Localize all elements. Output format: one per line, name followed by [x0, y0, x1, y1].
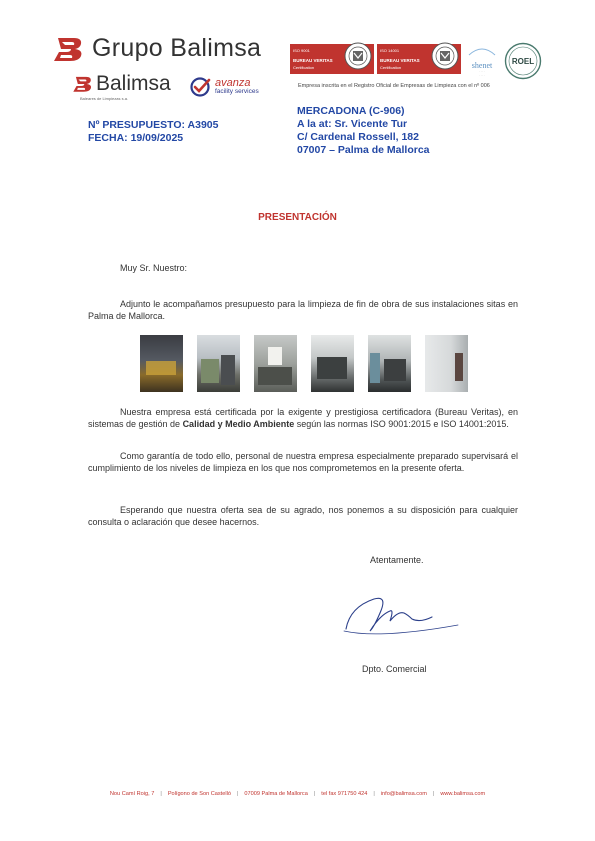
shenet-arc-icon [467, 46, 497, 56]
recipient-address [297, 105, 430, 157]
bureau-veritas-seal-icon [344, 42, 372, 70]
registry-text: Empresa inscrita en el Registro Oficial de Empresas de Limpieza con el nº 006 [298, 83, 490, 89]
iso-14001-badge [377, 44, 461, 74]
cert-line2: BUREAU VERITAS [380, 58, 420, 63]
site-photo [197, 335, 240, 392]
cert-text-before: Nuestra empresa está certificada por la exigente y prestigiosa certificadora (Bureau Veritas), en sistemas de gestión de [88, 407, 518, 429]
bureau-veritas-seal-icon [431, 42, 459, 70]
partner-tagline: facility services [215, 88, 259, 96]
partner-name: avanza [215, 77, 251, 90]
cert-line1: ISO 9001 [293, 48, 310, 53]
footer-email[interactable]: info@balimsa.com [380, 791, 427, 797]
footer-area: Polígono de Son Castelló [167, 791, 231, 797]
cert-text-bold: Calidad y Medio Ambiente [182, 418, 295, 429]
budget-info [88, 119, 218, 145]
letter-title: PRESENTACIÓN [258, 212, 337, 223]
avanza-logo [190, 77, 259, 97]
footer-phone: tel fax 971750 424 [321, 791, 368, 797]
shenet-name: shenet [471, 61, 493, 70]
shenet-fineprint: · · · · · · · · [478, 69, 486, 77]
footer-website[interactable]: www.balimsa.com [440, 791, 486, 797]
site-photo [368, 335, 411, 392]
budget-number: Nº PRESUPUESTO: A3905 [88, 119, 219, 131]
sub-brand-tagline: Baleares de Limpiezas s.a. [80, 96, 129, 101]
cert-line3: Certification [293, 65, 315, 70]
grupo-balimsa-logo [52, 34, 261, 63]
cert-line2: BUREAU VERITAS [293, 58, 333, 63]
balimsa-logo [72, 72, 171, 96]
paragraph-closing: Esperando que nuestra oferta sea de su agrado, nos ponemos a su disposición para cualquier consulta o aclaración que desee hacernos. [88, 505, 518, 527]
roel-logo [504, 42, 542, 80]
balimsa-b-icon [52, 35, 86, 63]
cert-line1: ISO 14001 [380, 48, 400, 53]
site-photo [311, 335, 354, 392]
recipient-attention: A la at: Sr. Vicente Tur [297, 118, 408, 130]
footer-city: 07009 Palma de Mallorca [244, 791, 308, 797]
site-photo [425, 335, 468, 392]
roel-text: ROEL [511, 57, 535, 66]
department-signature: Dpto. Comercial [362, 664, 427, 674]
greeting: Muy Sr. Nuestro: [120, 263, 188, 273]
brand-name: Grupo Balimsa [92, 34, 262, 62]
paragraph-certification [88, 407, 518, 430]
recipient-street: C/ Cardenal Rossell, 182 [297, 131, 419, 143]
cert-text-after: según las normas ISO 9001:2015 e ISO 14001:2015. [294, 418, 509, 429]
handwritten-signature [340, 585, 460, 645]
recipient-city: 07007 – Palma de Mallorca [297, 144, 430, 156]
recipient-company: MERCADONA (C-906) [297, 105, 405, 117]
balimsa-b-small-icon [72, 74, 94, 94]
paragraph-guarantee: Como garantía de todo ello, personal de nuestra empresa especialmente preparado supervisará el cumplimiento de los niveles de limpieza en los que nos comprometemos en la presente oferta. [88, 451, 518, 473]
closing-salutation: Atentamente. [370, 555, 424, 565]
avanza-check-icon [190, 77, 212, 97]
sub-brand-name: Balimsa [96, 72, 171, 95]
footer-address: Nou Camí Roig, 7 [109, 791, 155, 797]
paragraph-intro: Adjunto le acompañamos presupuesto para la limpieza de fin de obra de sus instalaciones sitas en Palma de Mallorca. [88, 299, 518, 321]
budget-date: FECHA: 19/09/2025 [88, 132, 184, 144]
site-photo [140, 335, 183, 392]
page-footer: Nou Camí Roig, 7 | Polígono de Son Castelló | 07009 Palma de Mallorca | tel fax 971750 424 | info@balimsa.com | www.balimsa.com [109, 791, 486, 797]
photo-strip [140, 335, 468, 392]
iso-9001-badge [290, 44, 374, 74]
shenet-logo [466, 43, 498, 77]
site-photo [254, 335, 297, 392]
cert-line3: Certification [380, 65, 402, 70]
